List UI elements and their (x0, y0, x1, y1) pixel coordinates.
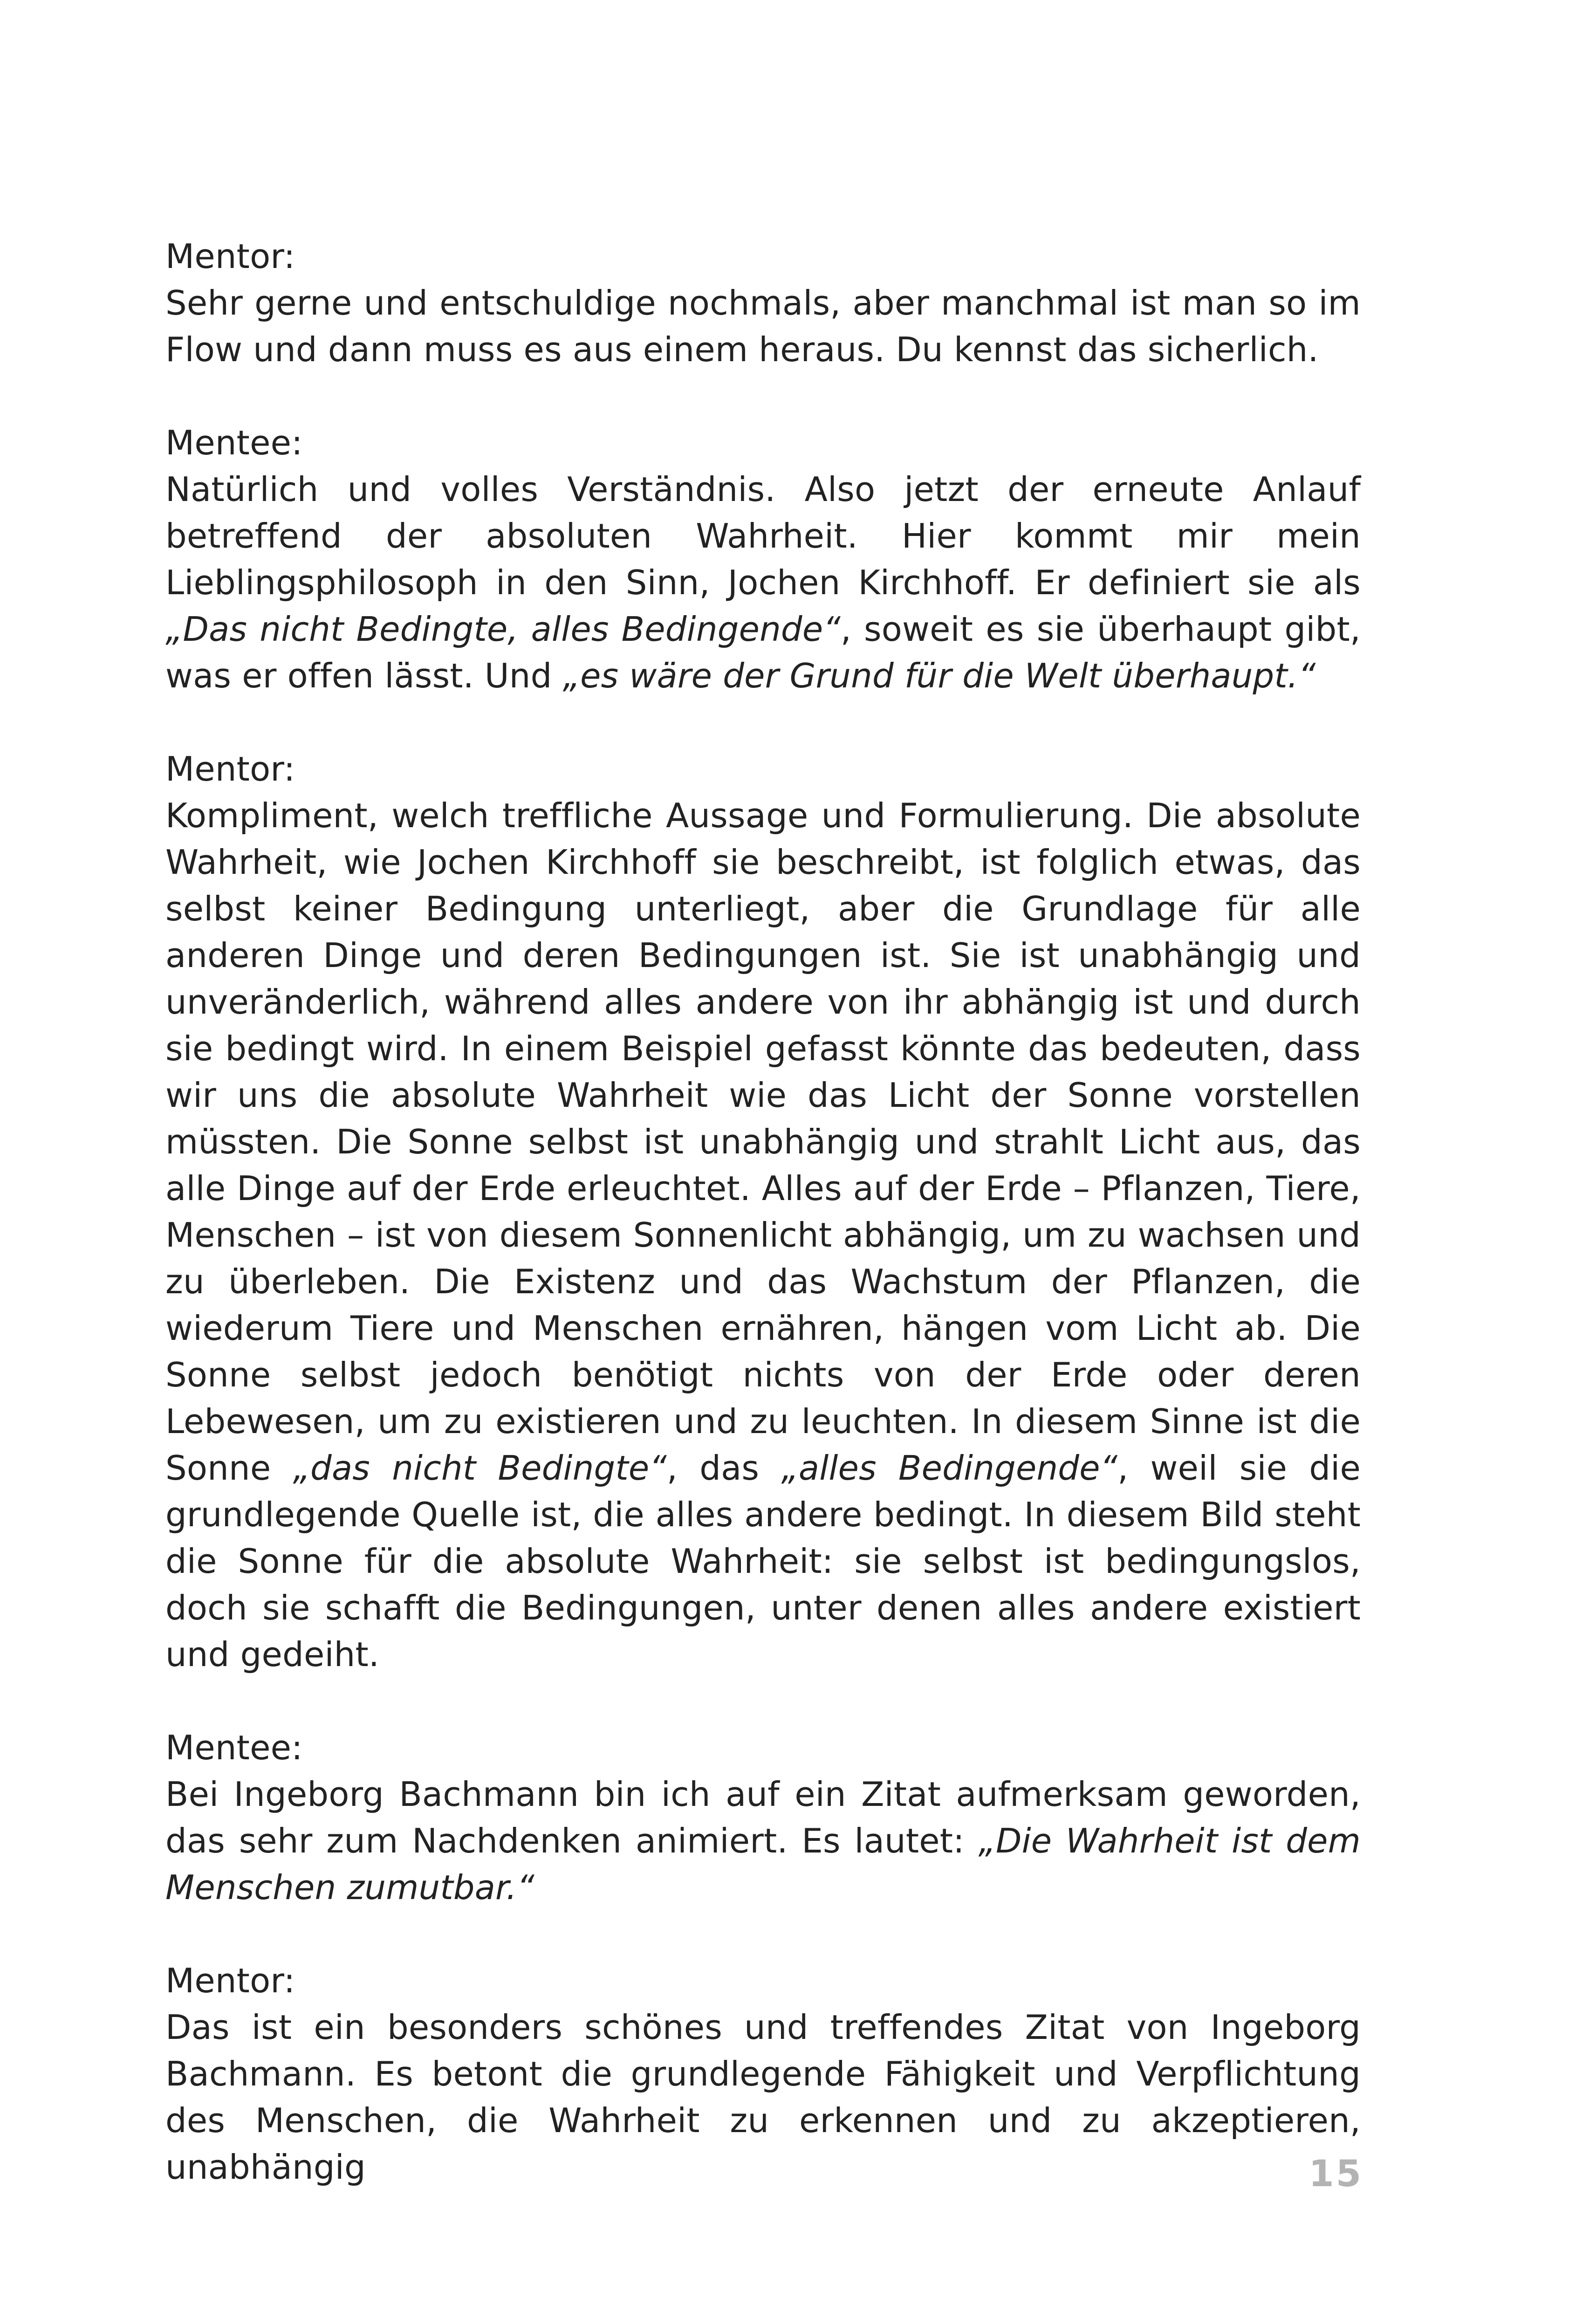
dialogue-text (165, 233, 1361, 2237)
speech-paragraph (165, 792, 1361, 1678)
speaker-label: Mentor: (165, 1961, 295, 2000)
speech-paragraph (165, 280, 1361, 373)
speech-text: Natürlich und volles Verständnis. Also jetzt der erneute Anlauf betreffend der absoluten Wahrheit. Hier kommt mir mein Lieblingsphilosoph in den Sinn, Jochen Kirchhoff. Er definiert sie als (165, 470, 1361, 602)
speaker-label: Mentor: (165, 749, 295, 789)
speech-text: Kompliment, welch treffliche Aussage und Formulierung. Die absolute Wahrheit, wie Jochen Kirchhoff sie beschreibt, ist folglich etwas, das selbst keiner Bedingung unterliegt, aber die Grundlage für alle anderen Dinge und deren Bedingungen ist. Sie ist unabhängig und unveränderlich, während alles andere von ihr abhängig ist und durch sie bedingt wird. In einem Beispiel gefasst könnte das bedeuten, dass wir uns die absolute Wahrheit wie das Licht der Sonne vorstellen müssten. Die Sonne selbst ist unabhängig und strahlt Licht aus, das alle Dinge auf der Erde erleuchtet. Alles auf der Erde – Pflanzen, Tiere, Menschen – ist von diesem Sonnenlicht abhängig, um zu wachsen und zu überleben. Die Existenz und das Wachstum der Pflanzen, die wiederum Tiere und Menschen ernähren, hängen vom Licht ab. Die Sonne selbst jedoch benötigt nichts von der Erde oder deren Lebewesen, um zu existieren und zu leuchten. In diesem Sinne ist die Sonne (165, 796, 1361, 1488)
italic-quote: „das nicht Bedingte“ (293, 1448, 667, 1488)
speech-text: , das (666, 1448, 781, 1488)
page-number: 15 (1308, 2153, 1363, 2195)
dialogue-block-mentor-3 (165, 1957, 1361, 2190)
speech-text: , soweit es sie überhaupt gibt, was er offen lässt. Und (165, 610, 1361, 695)
dialogue-block-mentee-1 (165, 419, 1361, 699)
speech-text: Sehr gerne und entschuldige nochmals, aber manchmal ist man so im Flow und dann muss es aus einem heraus. Du kennst das sicherlich. (165, 283, 1361, 369)
dialogue-block-mentor-1 (165, 233, 1361, 373)
italic-quote: „es wäre der Grund für die Welt überhaupt.“ (562, 656, 1316, 695)
speaker-label: Mentee: (165, 1728, 303, 1767)
speech-paragraph (165, 1771, 1361, 1911)
italic-quote: „alles Bedingende“ (781, 1448, 1118, 1488)
speech-paragraph (165, 466, 1361, 699)
speech-text: , weil sie die grundlegende Quelle ist, die alles andere bedingt. In diesem Bild steht die Sonne für die absolute Wahrheit: sie selbst ist bedingungslos, doch sie schafft die Bedingungen, unter denen alles andere existiert und gedeiht. (165, 1448, 1361, 1674)
speaker-label: Mentor: (165, 237, 295, 276)
italic-quote: „Die Wahrheit ist dem Menschen zumutbar.“ (165, 1821, 1361, 1907)
speaker-label: Mentee: (165, 423, 303, 462)
dialogue-block-mentee-2 (165, 1724, 1361, 1911)
dialogue-block-mentor-2 (165, 746, 1361, 1678)
speech-text: Bei Ingeborg Bachmann bin ich auf ein Zitat aufmerksam geworden, das sehr zum Nachdenken animiert. Es lautet: (165, 1775, 1361, 1860)
italic-quote: „Das nicht Bedingte, alles Bedingende“ (165, 610, 841, 649)
speech-text: Das ist ein besonders schönes und treffendes Zitat von Ingeborg Bachmann. Es betont die grundlegende Fähigkeit und Verpflichtung des Menschen, die Wahrheit zu erkennen und zu akzeptieren, unabhängig (165, 2008, 1361, 2187)
speech-paragraph (165, 2004, 1361, 2190)
